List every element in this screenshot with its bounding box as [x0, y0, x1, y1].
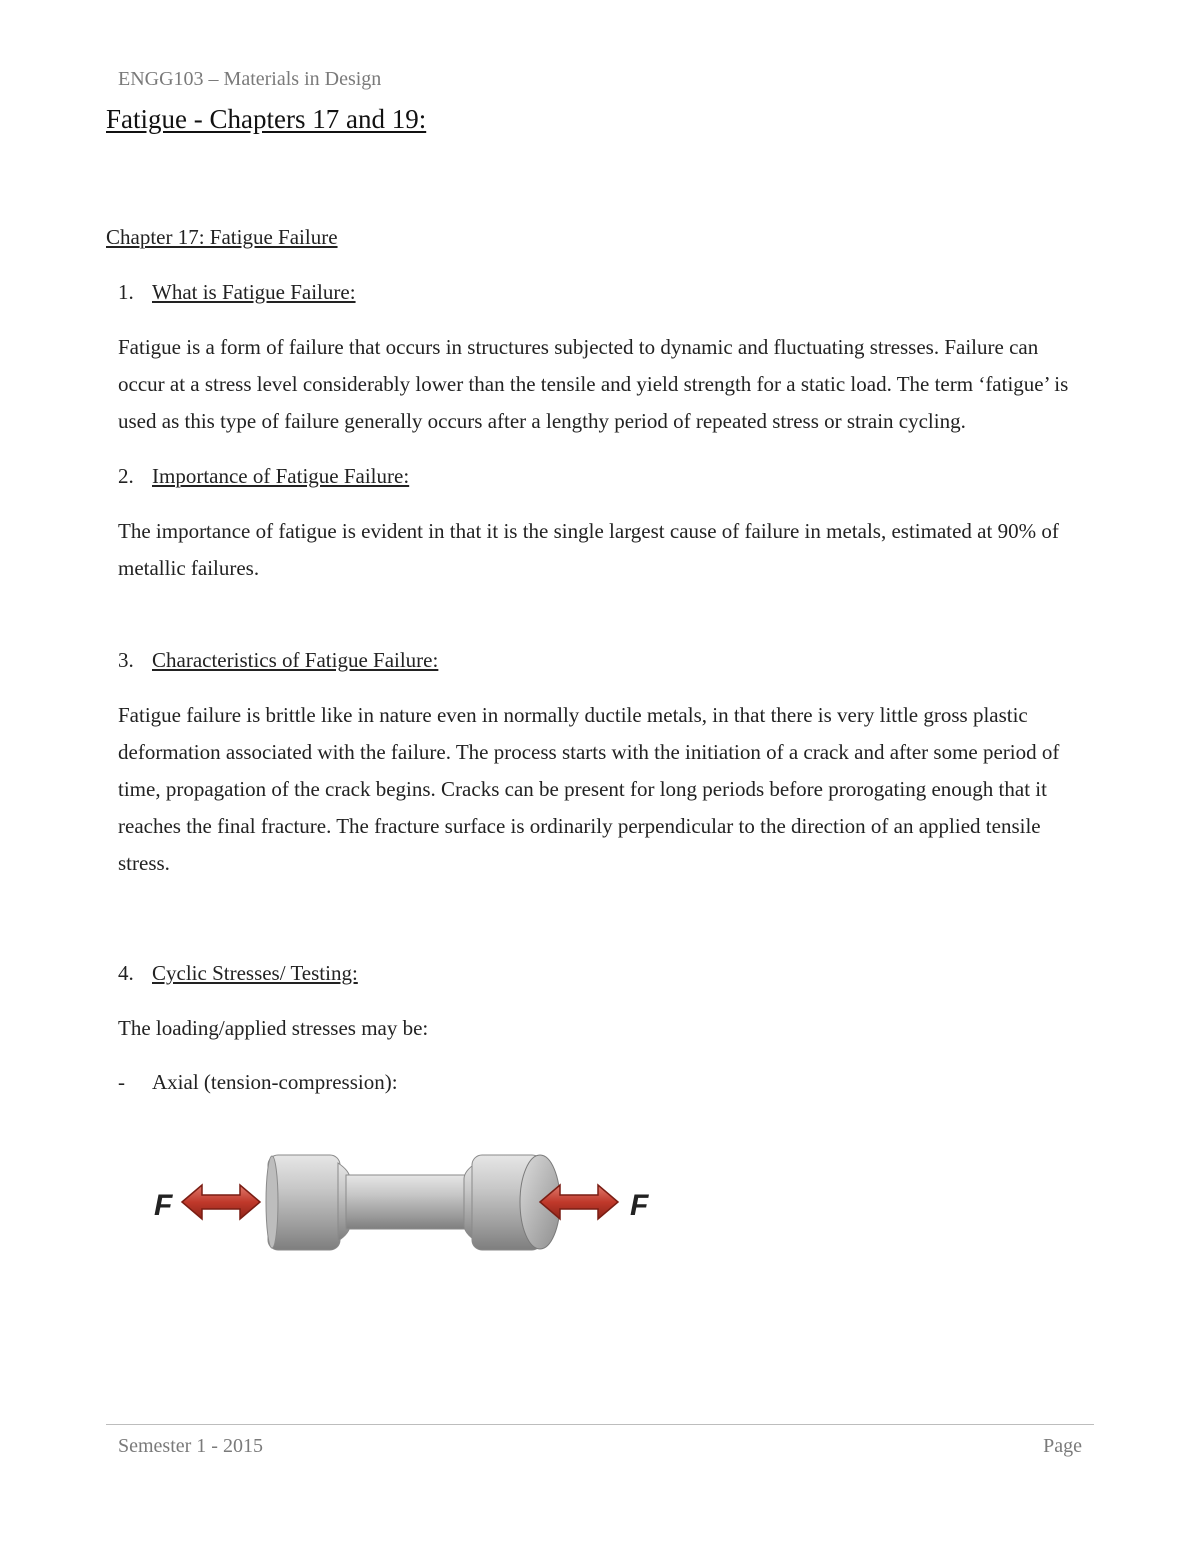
section-heading-3 [118, 648, 438, 673]
course-header: ENGG103 – Materials in Design [118, 68, 382, 90]
section-title: What is Fatigue Failure: [152, 280, 356, 304]
section-number: 2. [118, 464, 134, 488]
bullet-dash: - [118, 1070, 125, 1094]
right-force-label: F [630, 1189, 649, 1222]
left-force-arrow [182, 1185, 260, 1219]
section-number: 4. [118, 961, 134, 985]
section-title: Cyclic Stresses/ Testing: [152, 961, 358, 985]
section-heading-1 [118, 280, 356, 305]
specimen [266, 1155, 560, 1250]
section-number: 3. [118, 648, 134, 672]
left-force-label: F [154, 1189, 173, 1222]
section-body-1: Fatigue is a form of failure that occurs in structures subjected to dynamic and fluctuating stresses. Failure can occur at a stress level considerably lower than the tensile and yield strength for a static load. The term ‘fatigue’ is used as this type of failure generally occurs after a lengthy period of repeated stress or strain cycling. [118, 335, 1069, 433]
bullet-text: Axial (tension-compression): [152, 1070, 398, 1094]
section-title: Importance of Fatigue Failure: [152, 464, 410, 488]
document-title: Fatigue - Chapters 17 and 19: [106, 104, 427, 134]
bullet-item [118, 1070, 398, 1095]
section-title: Characteristics of Fatigue Failure: [152, 648, 439, 672]
axial-loading-figure [150, 1145, 660, 1260]
section-body-3: Fatigue failure is brittle like in nature even in normally ductile metals, in that there is very little gross plastic deformation associated with the failure. The process starts with the initiation of a crack and after some period of time, propagation of the crack begins. Cracks can be present for long periods before prorogating enough that it reaches the final fracture. The fracture surface is ordinarily perpendicular to the direction of an applied tensile stress. [118, 703, 1060, 875]
section-number: 1. [118, 280, 134, 304]
section-body-2: The importance of fatigue is evident in that it is the single largest cause of failure in metals, estimated at 90% of metallic failures. [118, 519, 1059, 580]
section-heading-2 [118, 464, 409, 489]
section-body-4: The loading/applied stresses may be: [118, 1016, 429, 1040]
chapter-heading: Chapter 17: Fatigue Failure [106, 225, 338, 249]
section-heading-4 [118, 961, 358, 986]
footer-page-label: Page [1043, 1435, 1082, 1457]
footer-divider [106, 1424, 1094, 1425]
axial-specimen-illustration [150, 1145, 660, 1260]
footer-semester: Semester 1 - 2015 [118, 1435, 263, 1457]
